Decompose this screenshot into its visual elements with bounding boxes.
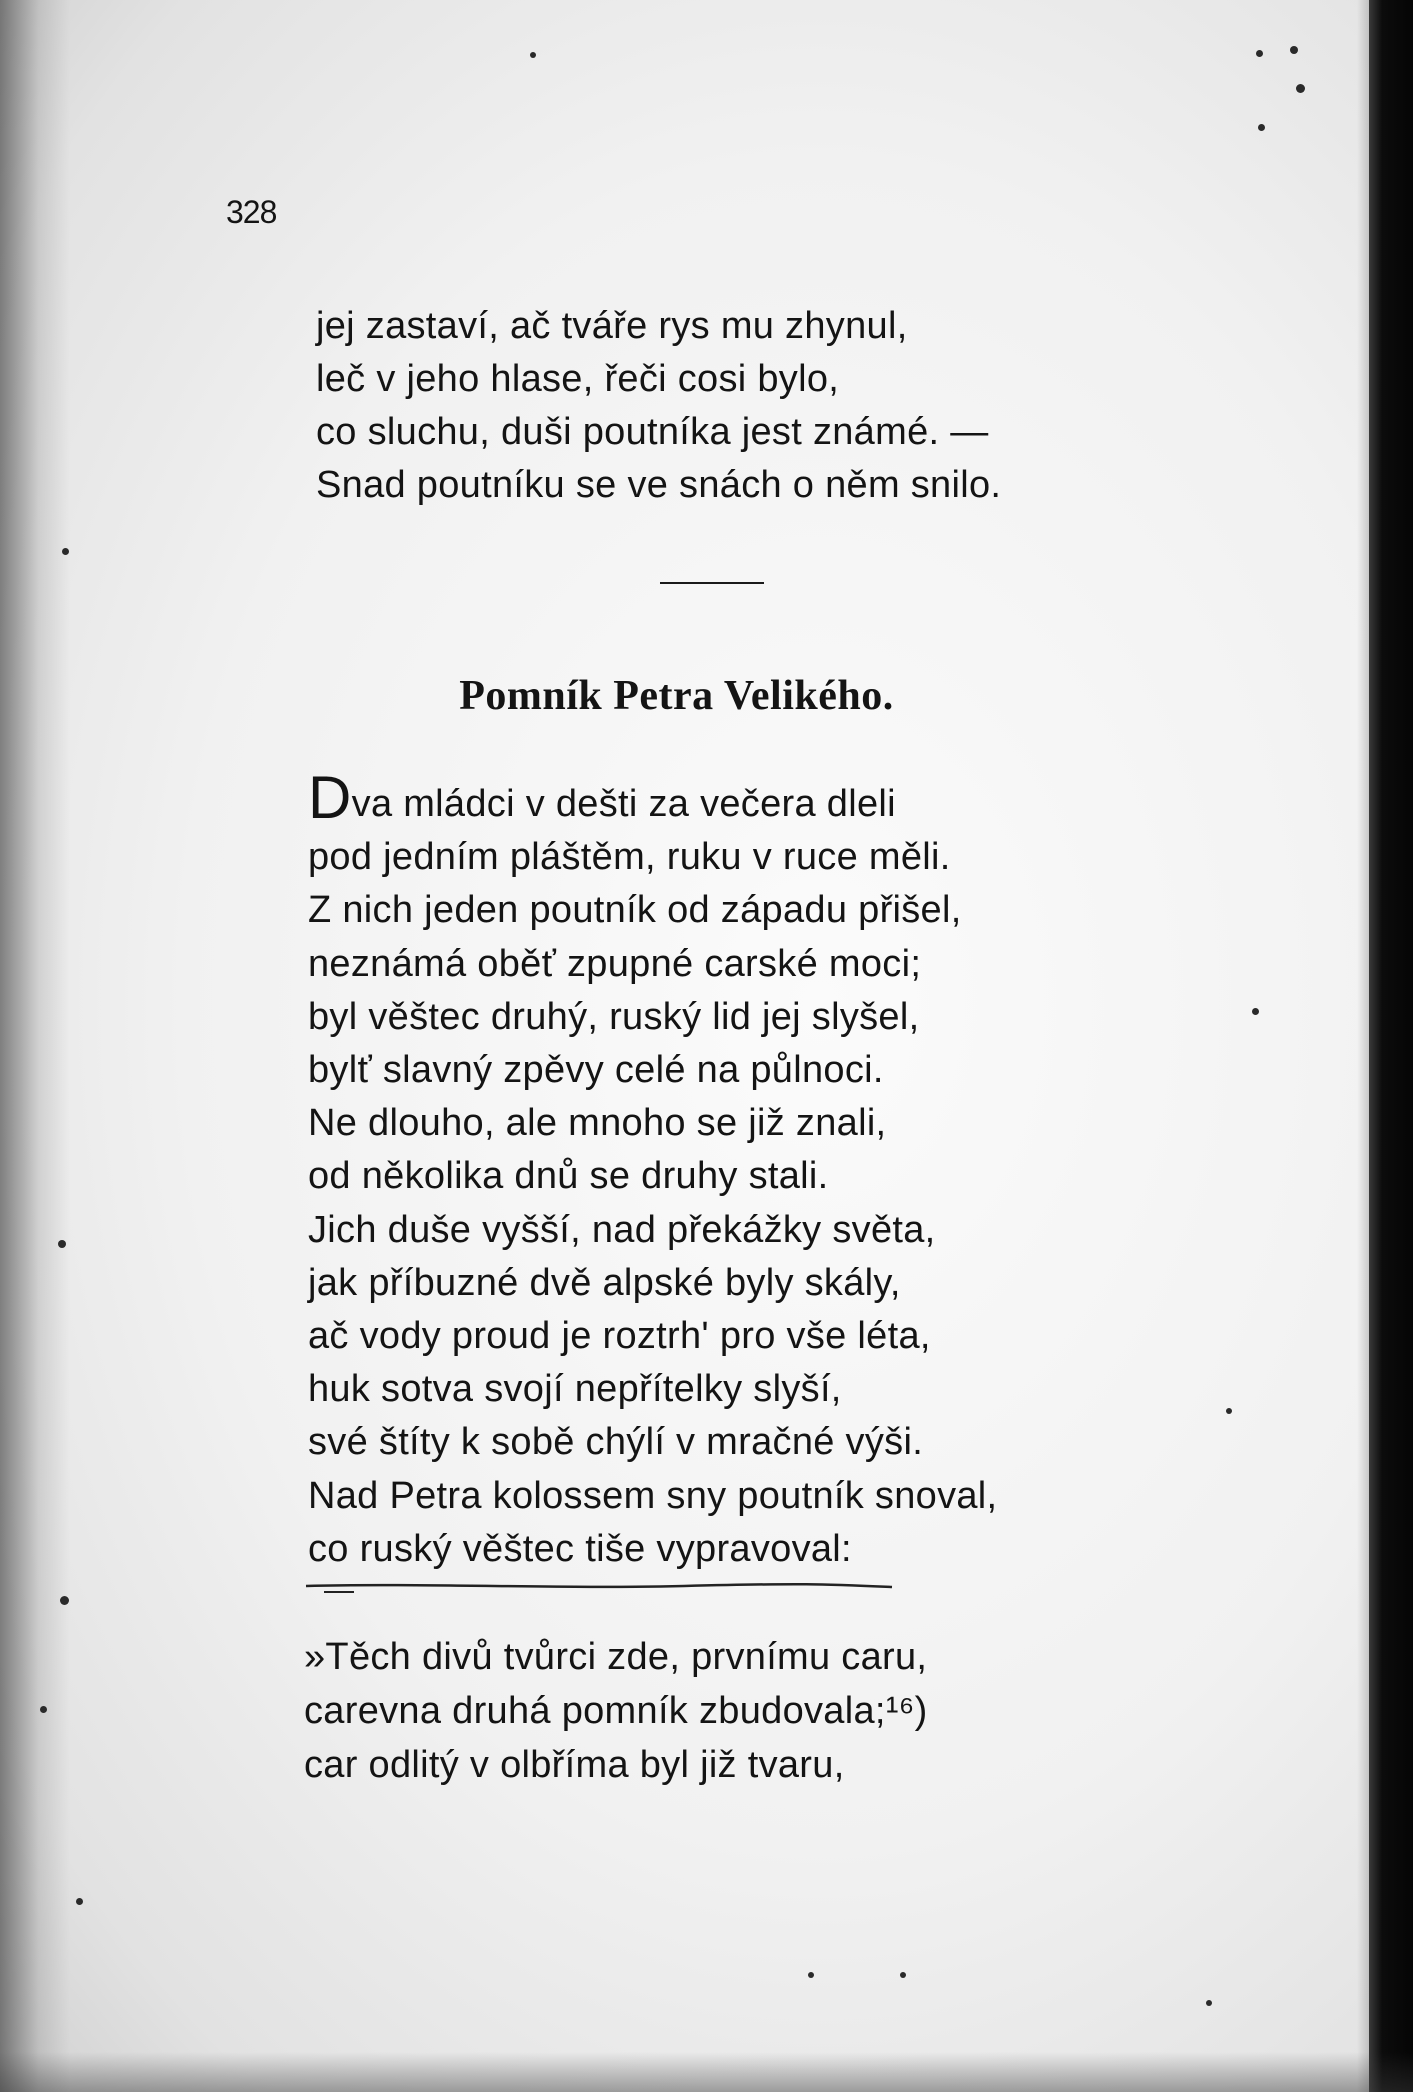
scan-speck	[1252, 1008, 1259, 1015]
verse-line: jej zastaví, ač tváře rys mu zhynul,	[316, 305, 908, 347]
verse-line: bylť slavný zpěvy celé na půlnoci.	[308, 1049, 884, 1092]
verse-line: své štíty k sobě chýlí v mračné výši.	[308, 1421, 924, 1464]
page-binding-edge	[1369, 0, 1413, 2092]
scan-speck	[530, 52, 536, 58]
verse-line: co sluchu, duši poutníka jest známé. —	[316, 411, 989, 453]
page-binding-shade	[1357, 0, 1369, 2092]
scan-speck	[1206, 2000, 1212, 2006]
verse-line: jak příbuzné dvě alpské byly skály,	[308, 1261, 901, 1304]
verse-line: leč v jeho hlase, řeči cosi bylo,	[316, 358, 840, 400]
verse-line: od několika dnů se druhy stali.	[308, 1155, 829, 1198]
verse-line: huk sotva svojí nepřítelky slyší,	[308, 1368, 842, 1411]
verse-line: car odlitý v olbříma byl již tvaru,	[304, 1744, 845, 1786]
verse-line: co ruský věštec tiše vypravoval:	[308, 1527, 852, 1570]
verse-line: Jich duše vyšší, nad překážky světa,	[308, 1208, 936, 1251]
verse-line: Snad poutníku se ve snách o něm snilo.	[316, 464, 1002, 506]
scan-speck	[1256, 50, 1263, 57]
verse-line: Nad Petra kolossem sny poutník snoval,	[308, 1474, 998, 1517]
scan-speck	[1296, 84, 1305, 93]
verse-line: pod jedním pláštěm, ruku v ruce měli.	[308, 836, 951, 879]
scan-speck	[900, 1972, 906, 1978]
poem-title-text: Pomník Petra Velikého.	[459, 673, 894, 719]
scan-speck	[60, 1596, 69, 1605]
verse-line-first	[308, 764, 1208, 831]
scan-speck	[40, 1706, 47, 1713]
page-shadow-bottom	[0, 2052, 1413, 2092]
poem-stanza	[308, 764, 1208, 1576]
scan-speck	[62, 548, 69, 555]
scan-speck	[1258, 124, 1265, 131]
verse-line: Z nich jeden poutník od západu přišel,	[308, 889, 962, 932]
verse-line: Ne dlouho, ale mnoho se již znali,	[308, 1102, 887, 1145]
scan-speck	[58, 1240, 66, 1248]
poem-stanza	[304, 1630, 1204, 1792]
pencil-underline	[304, 1580, 894, 1594]
page-shadow-left	[0, 0, 70, 2092]
verse-line: »Těch divů tvůrci zde, prvnímu caru,	[304, 1636, 928, 1678]
page-number: 328	[226, 194, 277, 230]
scan-speck	[76, 1898, 83, 1905]
verse-line-rest: va mládci v dešti za večera dleli	[351, 783, 896, 825]
poem-title	[0, 672, 1413, 720]
verse-line: carevna druhá pomník zbudovala;¹⁶)	[304, 1690, 928, 1732]
drop-cap: D	[308, 764, 352, 831]
scan-speck	[1290, 46, 1298, 54]
scan-speck	[1226, 1408, 1232, 1414]
scan-speck	[808, 1972, 814, 1978]
stanza-previous-poem-end	[316, 300, 1216, 512]
verse-line: neznámá oběť zpupné carské moci;	[308, 942, 922, 985]
verse-line: byl věštec druhý, ruský lid jej slyšel,	[308, 995, 920, 1038]
verse-line: ač vody proud je roztrh' pro vše léta,	[308, 1315, 931, 1358]
section-divider	[660, 582, 764, 584]
